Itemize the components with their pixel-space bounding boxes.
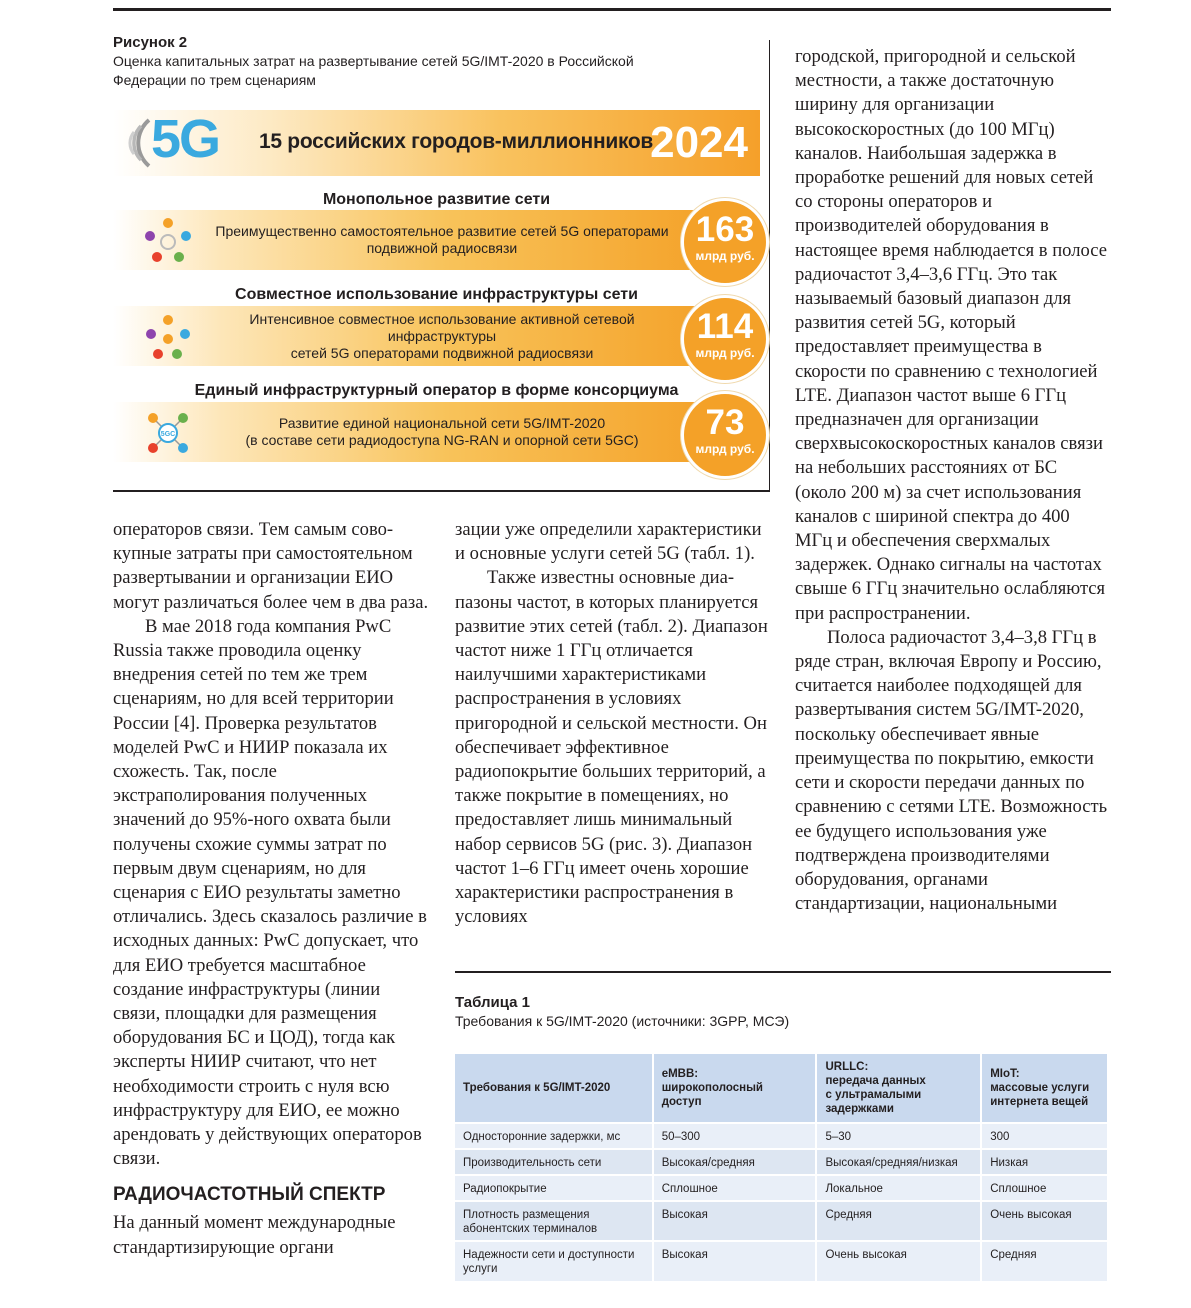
scenario-2-desc-line-1: Интенсивное совместное использование активной сетевой инфраструктуры bbox=[249, 310, 635, 344]
figure-caption-line-2: Федерации по трем сценариям bbox=[113, 72, 316, 88]
table-row bbox=[455, 1123, 1108, 1149]
table-cell: Односторонние задержки, мс bbox=[455, 1123, 653, 1149]
scenario-3-unit: млрд руб. bbox=[695, 442, 755, 456]
header-line: массовые услуги bbox=[990, 1082, 1090, 1094]
table-top-rule bbox=[455, 971, 1111, 973]
table-cell: Низкая bbox=[981, 1149, 1108, 1175]
scenario-2-value: 114 bbox=[696, 307, 754, 346]
left-column-paragraph-2: В мае 2018 года компания PwC Russia также проводила оценку внедрения сетей по тем же трем сценариям, но для всей территории России [4]. Проверка результатов моделей PwC и НИИР показала их схожесть. Так, после экстраполирования полученных значений до 95%-ного охвата были получены схожие суммы затрат по первым двум сценариям, но для сценария с ЕИО результаты заметно отличались. Здесь сказалось различие в исходных данных: PwC допускает, что для ЕИО требуется масштабное создание инфраструктуры (линии связи, площадки для размещения оборудования БС и ЦОД), тогда как эксперты НИИР считают, что нет необходимости строить с нуля всю инфраструктуру для ЕИО, ее можно арендовать у действующих операторов связи. bbox=[113, 615, 427, 1170]
scenario-1-bar bbox=[113, 210, 719, 270]
banner-year: 2024 bbox=[650, 118, 748, 167]
scenario-1-desc-line-2: подвижной радиосвязи bbox=[366, 240, 518, 256]
header-line: доступ bbox=[661, 1096, 702, 1108]
table-row bbox=[455, 1149, 1108, 1175]
figure-caption-line-1: Оценка капитальных затрат на развертывание сетей 5G/IMT-2020 в Российской bbox=[113, 53, 634, 69]
table-cell: Высокая/средняя/низкая bbox=[816, 1149, 981, 1175]
scenario-2-desc-line-2: сетей 5G операторами подвижной радиосвязи bbox=[290, 344, 594, 361]
scenario-3-title: Единый инфраструктурный оператор в форме консорциума bbox=[194, 382, 679, 399]
table-cell: Высокая/средняя bbox=[653, 1149, 817, 1175]
header-line: MIoT: bbox=[990, 1068, 1020, 1080]
table-cell: 50–300 bbox=[653, 1123, 817, 1149]
table-header-miot bbox=[981, 1054, 1108, 1123]
header-line: передача данных bbox=[825, 1075, 926, 1087]
banner-title: 15 российских городов-миллионников bbox=[259, 130, 654, 153]
network-5gc-icon bbox=[143, 408, 193, 458]
table-header-row bbox=[455, 1054, 1108, 1123]
right-column bbox=[795, 45, 1111, 916]
right-column-paragraph-1: городской, пригородной и сельской местности, а также достаточную ширину для организации высокоскоростных (до 100 МГц) каналов. Наибольшая задержка в проработке решений для новых сетей со стороны операторов и производителей оборудования в настоящее время наблюдается в полосе радиочастот 3,4–3,6 ГГц. Это так называемый базовый диапазон для развития сетей 5G, который предоставляет преимущества в скорости по сравнению с технологией LTE. Диапазон частот выше 6 ГГц предназначен для организации сверхвысокоскоростных каналов связи на небольших расстояниях от БС (около 200 м) за счет использования каналов с шириной спектра до 400 МГц и обеспечения сверхмалых задержек. Однако сигналы на частотах свыше 6 ГГц значительно ослабляются при распространении. bbox=[795, 46, 1107, 624]
scenario-1-unit: млрд руб. bbox=[695, 249, 755, 263]
requirements-table bbox=[455, 1054, 1109, 1281]
scenario-1-title: Монопольное развитие сети bbox=[322, 191, 551, 208]
people-circle-icon bbox=[143, 216, 193, 266]
top-rule bbox=[113, 8, 1111, 11]
header-line: широкополосный bbox=[661, 1082, 763, 1094]
middle-column bbox=[455, 518, 771, 929]
left-column-paragraph-3: На данный момент международные стандартизирующие органи bbox=[113, 1212, 396, 1258]
table-cell: Радиопокрытие bbox=[455, 1175, 653, 1201]
table-cell: Сплошное bbox=[981, 1175, 1108, 1201]
table-cell: Очень высокая bbox=[981, 1201, 1108, 1241]
figure-bottom-rule bbox=[113, 490, 769, 492]
5gc-icon-label: 5GC bbox=[160, 431, 176, 438]
scenario-2-cost-badge bbox=[681, 295, 769, 383]
table-row bbox=[455, 1201, 1108, 1241]
scenario-2-description bbox=[203, 306, 681, 366]
table-cell: 5–30 bbox=[816, 1123, 981, 1149]
scenario-3-bar bbox=[113, 402, 719, 462]
header-line: URLLC: bbox=[825, 1061, 869, 1073]
table-cell: Средняя bbox=[816, 1201, 981, 1241]
header-line: задержками bbox=[825, 1103, 894, 1115]
table-caption-text: Требования к 5G/IMT-2020 (источники: 3GPP, МСЭ) bbox=[455, 1013, 790, 1029]
table-cell: Плотность размещения абонентских терминалов bbox=[455, 1201, 653, 1241]
table-caption bbox=[455, 993, 1105, 1031]
table-cell: Локальное bbox=[816, 1175, 981, 1201]
table-header-requirements bbox=[455, 1054, 653, 1123]
table-cell: Очень высокая bbox=[816, 1241, 981, 1281]
middle-column-paragraph-1: зации уже определили характеристики и основные услуги сетей 5G (табл. 1). bbox=[455, 519, 762, 565]
shared-infrastructure-icon bbox=[143, 312, 193, 362]
table-cell: Сплошное bbox=[653, 1175, 817, 1201]
middle-column-paragraph-2: Также известны основные диапазоны частот, в которых планируется развитие этих сетей (табл. 2). Диапазон частот ниже 1 ГГц отличается наилучшими характеристиками распространения в условиях пригородной и сельской местности. Он обеспечивает эффективное радиопокрытие больших территорий, а также покрытие в помещениях, но предоставляет лишь минимальный набор сервисов 5G (рис. 3). Диапазон частот 1–6 ГГц имеет очень хорошие характеристики распространения в условиях bbox=[455, 567, 768, 928]
scenario-2-unit: млрд руб. bbox=[695, 346, 755, 360]
5g-logo: 5G bbox=[151, 109, 220, 169]
column-divider bbox=[769, 40, 770, 492]
table-cell: 300 bbox=[981, 1123, 1108, 1149]
scenario-3-description bbox=[203, 402, 681, 462]
table-cell: Средняя bbox=[981, 1241, 1108, 1281]
table-number: Таблица 1 bbox=[455, 994, 531, 1011]
header-line: интернета вещей bbox=[990, 1096, 1089, 1108]
figure-caption bbox=[113, 33, 763, 90]
table-row bbox=[455, 1175, 1108, 1201]
infographic-banner bbox=[113, 110, 760, 176]
scenario-2-bar bbox=[113, 306, 719, 366]
scenario-3-value: 73 bbox=[705, 403, 745, 442]
header-line: с ультрамалыми bbox=[825, 1089, 922, 1101]
table-cell: Высокая bbox=[653, 1201, 817, 1241]
table-cell: Производительность сети bbox=[455, 1149, 653, 1175]
table-header-embb bbox=[653, 1054, 817, 1123]
scenario-1-description bbox=[203, 210, 681, 270]
scenario-3-desc-line-2: (в составе сети радиодоступа NG-RAN и опорной сети 5GC) bbox=[245, 432, 639, 448]
table-header-urllc bbox=[816, 1054, 981, 1123]
table-row bbox=[455, 1241, 1108, 1281]
scenario-3-cost-badge bbox=[681, 391, 769, 479]
table-cell: Надежности сети и доступности услуги bbox=[455, 1241, 653, 1281]
header-text: Требования к 5G/IMT-2020 bbox=[463, 1082, 611, 1094]
capex-infographic bbox=[113, 110, 763, 480]
scenario-1-value: 163 bbox=[695, 210, 755, 249]
table-cell: Высокая bbox=[653, 1241, 817, 1281]
scenario-3-desc-line-1: Развитие единой национальной сети 5G/IMT-2020 bbox=[278, 415, 606, 431]
header-line: eMBB: bbox=[661, 1068, 699, 1080]
left-column bbox=[113, 518, 429, 1260]
figure-number: Рисунок 2 bbox=[113, 34, 188, 51]
left-column-paragraph-1: операторов связи. Тем самым совокупные затраты при самостоятельном развертывании и организации ЕИО могут различаться более чем в два раза. bbox=[113, 519, 429, 613]
scenario-1-cost-badge bbox=[681, 198, 769, 286]
right-column-paragraph-2: Полоса радиочастот 3,4–3,8 ГГц в ряде стран, включая Европу и Россию, считается наиболее подходящей для развертывания систем 5G/IMT-2020, поскольку обеспечивает явные преимущества по покрытию, емкости сети и скорости передачи данных по сравнению с сетями LTE. Возможность ее будущего использования уже подтверждена производителями оборудования, органами стандартизации, национальными bbox=[795, 626, 1108, 915]
scenario-1-desc-line-1: Преимущественно самостоятельное развитие сетей 5G операторами bbox=[215, 223, 669, 239]
section-heading: РАДИОЧАСТОТНЫЙ СПЕКТР bbox=[113, 1184, 386, 1206]
scenario-2-title: Совместное использование инфраструктуры сети bbox=[235, 286, 638, 303]
